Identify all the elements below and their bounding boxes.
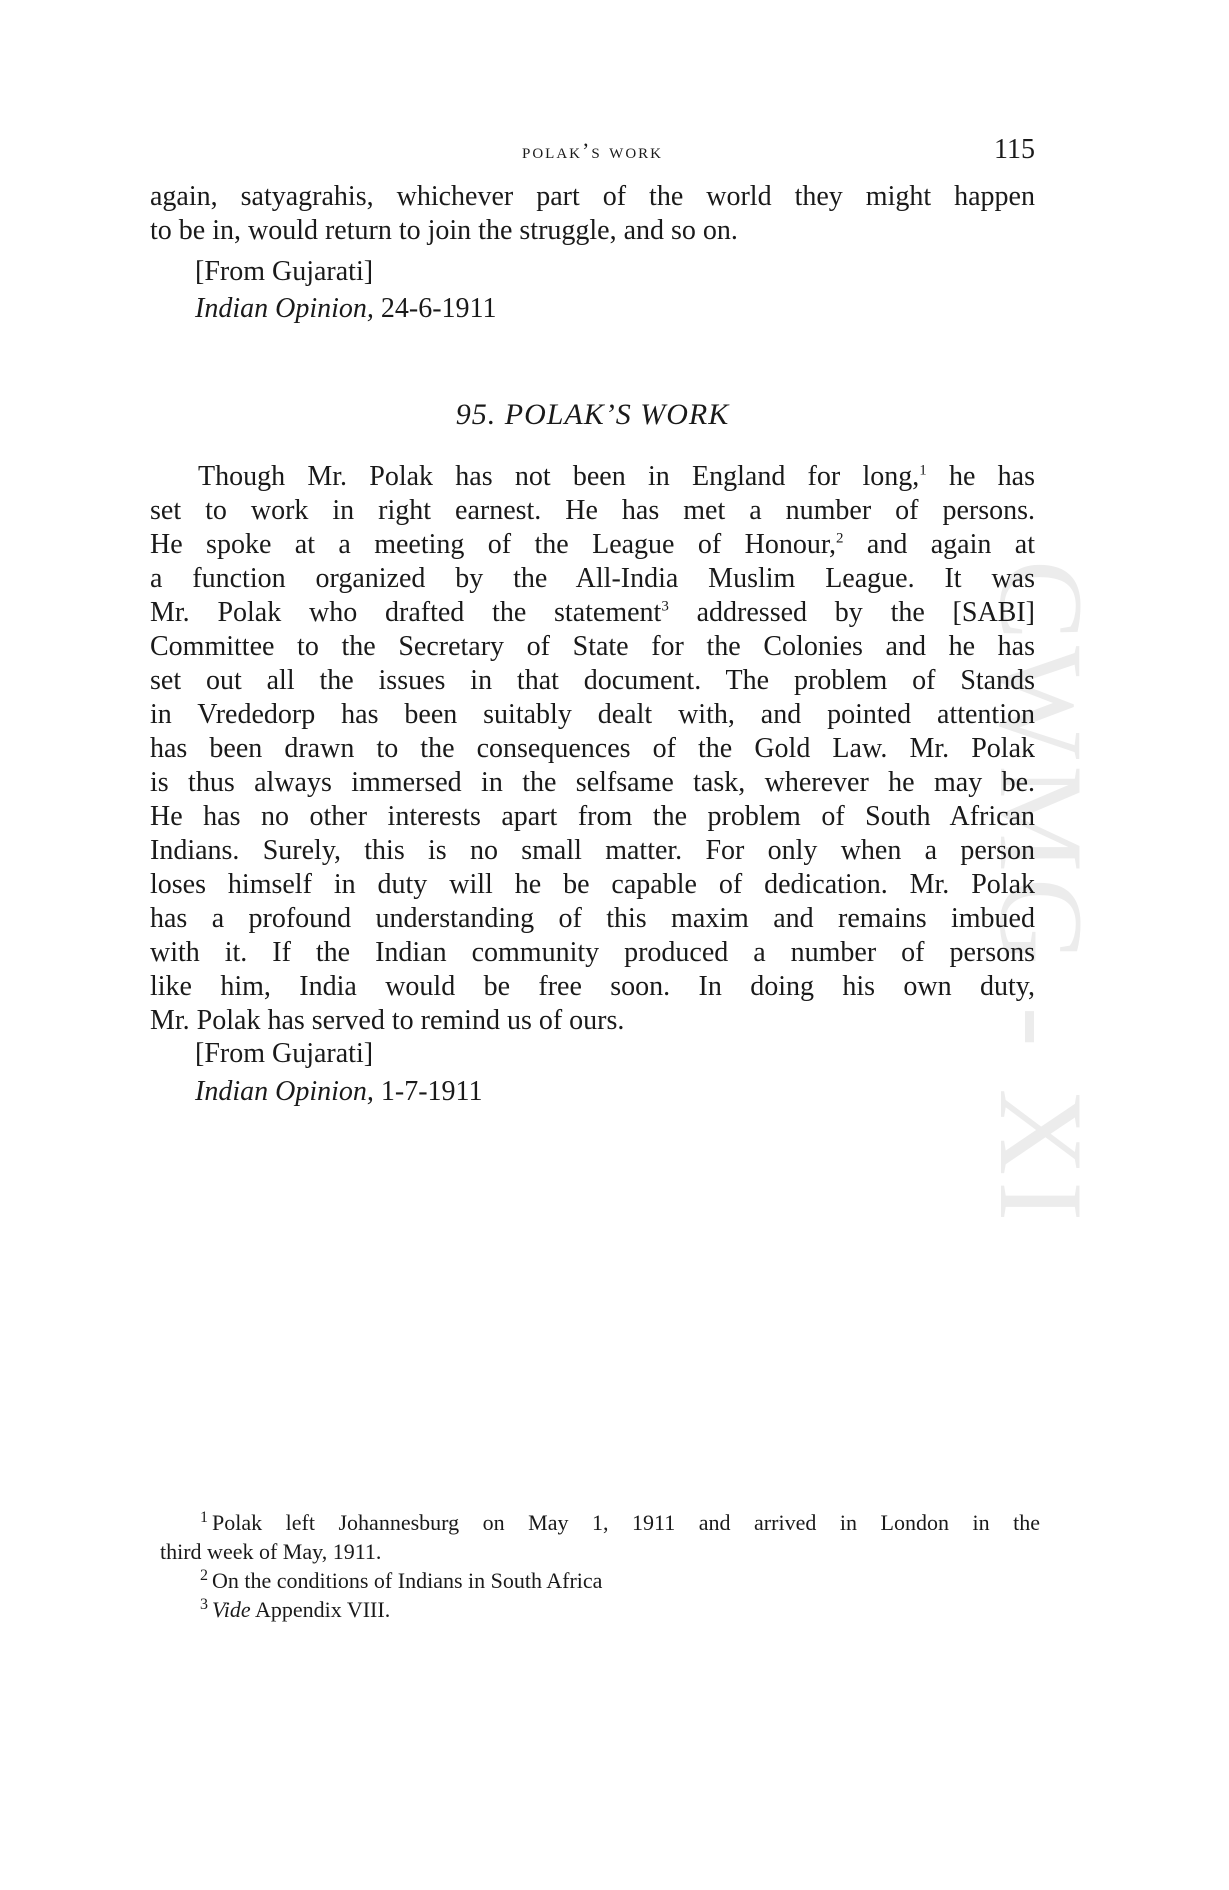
line-text: Committee to the Secretary of State for the Colonies and he has [150, 631, 1035, 662]
running-header [150, 134, 1035, 170]
footnote-marker: 1 [200, 1508, 208, 1526]
continuation-paragraph [150, 180, 1035, 248]
line-text: with it. If the Indian community produced a number of persons [150, 937, 1035, 968]
footnote-text: Appendix VIII. [250, 1597, 391, 1622]
footnote-reference: 3 [661, 598, 669, 615]
running-title: polak’s work [522, 138, 663, 163]
article-line [150, 698, 1035, 732]
line-text: Mr. Polak has served to remind us of ours. [150, 1005, 625, 1036]
footnote-marker: 2 [200, 1566, 208, 1584]
line-text: is thus always immersed in the selfsame task, wherever he may be. [150, 767, 1035, 798]
line-text: set out all the issues in that document. The problem of Stands [150, 665, 1035, 696]
line-text: He has no other interests apart from the problem of South African [150, 801, 1035, 832]
article-line [150, 800, 1035, 834]
article-source: [From Gujarati] [195, 1038, 374, 1069]
article-line [150, 1004, 1035, 1038]
footnote-vide: Vide [212, 1597, 251, 1622]
article-line [150, 664, 1035, 698]
line-text: addressed by the [SABI] [668, 597, 1035, 628]
line-text: He spoke at a meeting of the League of Honour, [150, 529, 837, 560]
line-text: Though Mr. Polak has not been in England for long, [198, 461, 920, 492]
article-line [150, 970, 1035, 1004]
footnote-reference: 2 [836, 530, 844, 547]
article-line [150, 460, 1035, 494]
line-text: like him, India would be free soon. In doing his own duty, [150, 971, 1035, 1002]
continuation-citation [195, 293, 497, 325]
article-line [150, 902, 1035, 936]
footnote-text: Polak left Johannesburg on May 1, 1911 and arrived in London in the [212, 1510, 1040, 1535]
watermark-text: CWMG - XI [975, 560, 1108, 1228]
footnote-2 [160, 1566, 1040, 1595]
article-line [150, 630, 1035, 664]
footnote-text: On the conditions of Indians in South Africa [212, 1568, 603, 1593]
continuation-line: to be in, would return to join the struggle, and so on. [150, 215, 738, 246]
article-line [150, 732, 1035, 766]
line-text: and again at [843, 529, 1035, 560]
page-number: 115 [994, 134, 1035, 165]
article-line [150, 936, 1035, 970]
footnote-1 [160, 1508, 1040, 1537]
line-text: he has [926, 461, 1035, 492]
article-line [150, 562, 1035, 596]
footnote-marker: 3 [200, 1595, 208, 1613]
article-line [150, 766, 1035, 800]
line-text: set to work in right earnest. He has met a number of persons. [150, 495, 1035, 526]
citation-date: 1-7-1911 [380, 1076, 483, 1107]
footnotes [160, 1508, 1040, 1624]
footnote-3 [160, 1595, 1040, 1624]
line-text: in Vrededorp has been suitably dealt with, and pointed attention [150, 699, 1035, 730]
line-text: Mr. Polak who drafted the statement [150, 597, 662, 628]
continuation-line: again, satyagrahis, whichever part of the world they might happen [150, 181, 1035, 212]
article-citation [195, 1076, 483, 1108]
citation-publication: Indian Opinion, [195, 1076, 374, 1107]
footnote-1-continued: third week of May, 1911. [160, 1539, 382, 1564]
continuation-source: [From Gujarati] [195, 256, 374, 287]
article-line [150, 494, 1035, 528]
article-line [150, 528, 1035, 562]
line-text: has a profound understanding of this maxim and remains imbued [150, 903, 1035, 934]
citation-date: 24-6-1911 [380, 293, 497, 324]
article-heading: 95. POLAK’S WORK [455, 398, 730, 431]
citation-publication: Indian Opinion, [195, 293, 374, 324]
article-body [150, 460, 1035, 1038]
line-text: has been drawn to the consequences of the Gold Law. Mr. Polak [150, 733, 1035, 764]
line-text: a function organized by the All-India Muslim League. It was [150, 563, 1035, 594]
line-text: Indians. Surely, this is no small matter. For only when a person [150, 835, 1035, 866]
article-line [150, 868, 1035, 902]
line-text: loses himself in duty will he be capable of dedication. Mr. Polak [150, 869, 1035, 900]
article-line [150, 596, 1035, 630]
article-line [150, 834, 1035, 868]
footnote-reference: 1 [919, 462, 927, 479]
